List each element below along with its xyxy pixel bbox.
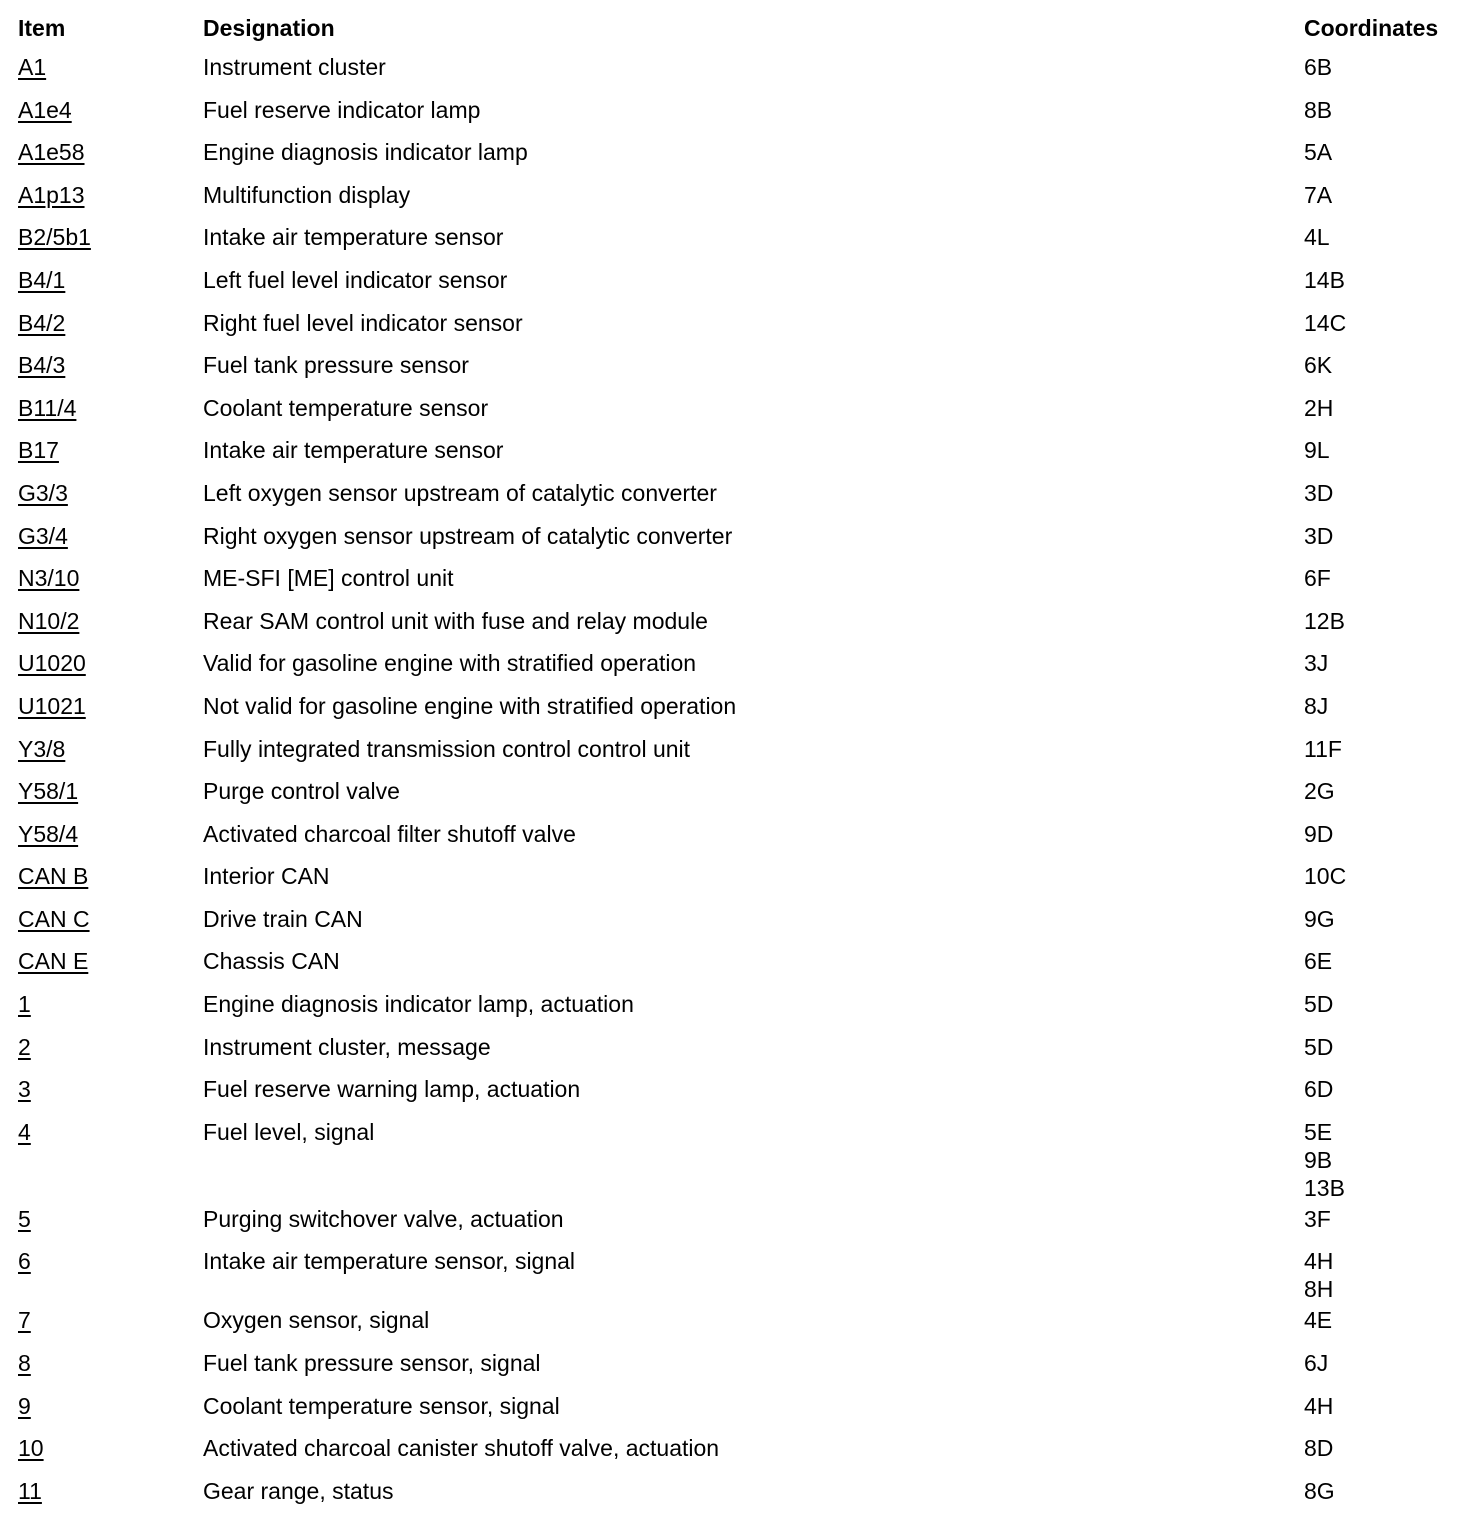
coordinate-value: 6D: [1304, 1076, 1334, 1103]
coordinate-value: 3F: [1304, 1205, 1331, 1232]
designation-cell: ME-SFI [ME] control unit: [203, 565, 454, 592]
item-cell: [18, 564, 203, 592]
table-row: [18, 93, 1458, 136]
table-row: [18, 476, 1458, 519]
table-row: [18, 433, 1458, 476]
coordinate-value: 2H: [1304, 394, 1334, 421]
legend-table: [18, 10, 1458, 1516]
coordinate-value: 7A: [1304, 181, 1333, 208]
coordinates-cell: [1304, 351, 1458, 379]
item-link[interactable]: CAN E: [18, 948, 89, 975]
coordinates-cell: [1304, 905, 1458, 933]
coordinates-cell: [1304, 947, 1458, 975]
designation-cell: Engine diagnosis indicator lamp, actuation: [203, 991, 634, 1018]
item-cell: [18, 138, 203, 166]
item-cell: [18, 53, 203, 81]
item-link[interactable]: 6: [18, 1248, 31, 1275]
coordinate-value: 3D: [1304, 479, 1334, 506]
coordinates-cell: [1304, 1434, 1458, 1462]
table-row: [18, 817, 1458, 860]
item-link[interactable]: Y58/4: [18, 820, 79, 847]
table-row: [18, 50, 1458, 93]
table-row: [18, 902, 1458, 945]
coordinates-cell: [1304, 862, 1458, 890]
coordinate-value: 2G: [1304, 778, 1335, 805]
table-row: [18, 1303, 1458, 1346]
table-row: [18, 689, 1458, 732]
item-cell: [18, 735, 203, 763]
coordinates-cell: [1304, 223, 1458, 251]
designation-cell: Fully integrated transmission control control unit: [203, 735, 691, 762]
coordinate-value: 5D: [1304, 1033, 1334, 1060]
coordinates-cell: [1304, 607, 1458, 635]
coordinates-cell: [1304, 436, 1458, 464]
coordinates-cell: [1304, 1349, 1458, 1377]
designation-cell: Interior CAN: [203, 863, 330, 890]
designation-cell: Activated charcoal canister shutoff valve, actuation: [203, 1435, 720, 1462]
coordinates-cell: [1304, 990, 1458, 1018]
item-link[interactable]: N10/2: [18, 607, 80, 634]
table-row: [18, 646, 1458, 689]
coordinates-cell: [1304, 479, 1458, 507]
designation-cell: Fuel level, signal: [203, 1118, 375, 1145]
coordinate-value: 11F: [1304, 735, 1342, 762]
item-cell: [18, 1205, 203, 1233]
item-cell: [18, 1477, 203, 1505]
designation-cell: Instrument cluster, message: [203, 1033, 491, 1060]
item-link[interactable]: Y58/1: [18, 778, 79, 805]
coordinates-cell: [1304, 649, 1458, 677]
item-link[interactable]: B17: [18, 437, 59, 464]
item-cell: [18, 692, 203, 720]
item-link[interactable]: A1: [18, 54, 47, 80]
item-link[interactable]: N3/10: [18, 565, 80, 592]
designation-cell: Drive train CAN: [203, 905, 363, 932]
coordinates-cell: [1304, 522, 1458, 550]
coordinates-cell: [1304, 1033, 1458, 1061]
table-row: [18, 519, 1458, 562]
item-link[interactable]: A1e4: [18, 96, 72, 123]
coordinate-value: 9G: [1304, 905, 1335, 932]
coordinate-value: 3J: [1304, 650, 1329, 677]
table-header: [18, 10, 1458, 50]
table-row: [18, 1072, 1458, 1115]
designation-cell: Intake air temperature sensor: [203, 224, 504, 251]
item-link[interactable]: 9: [18, 1392, 31, 1419]
designation-cell: Right fuel level indicator sensor: [203, 309, 523, 336]
coordinate-value: 9D: [1304, 820, 1334, 847]
item-cell: [18, 522, 203, 550]
designation-cell: Fuel tank pressure sensor: [203, 352, 469, 379]
item-link[interactable]: 7: [18, 1307, 31, 1334]
item-link[interactable]: A1p13: [18, 181, 85, 208]
item-cell: [18, 990, 203, 1018]
table-row: [18, 391, 1458, 434]
table-row: [18, 1431, 1458, 1474]
header-designation: Designation: [203, 15, 335, 41]
designation-cell: Left fuel level indicator sensor: [203, 266, 508, 293]
table-row: [18, 1389, 1458, 1432]
table-row: [18, 944, 1458, 987]
table-row: [18, 1244, 1458, 1303]
coordinates-cell: [1304, 1392, 1458, 1420]
coordinates-cell: [1304, 1075, 1458, 1103]
item-cell: [18, 309, 203, 337]
item-cell: [18, 351, 203, 379]
coordinate-value: 4E: [1304, 1307, 1333, 1334]
item-cell: [18, 777, 203, 805]
item-link[interactable]: B11/4: [18, 394, 77, 421]
coordinate-value: 6J: [1304, 1350, 1329, 1377]
item-cell: [18, 266, 203, 294]
coordinate-value: 8J: [1304, 692, 1329, 719]
table-row: [18, 178, 1458, 221]
coordinate-value: 8D: [1304, 1435, 1334, 1462]
designation-cell: Engine diagnosis indicator lamp: [203, 139, 528, 166]
item-cell: [18, 479, 203, 507]
designation-cell: Right oxygen sensor upstream of catalytic converter: [203, 522, 733, 549]
table-row: [18, 987, 1458, 1030]
designation-cell: Activated charcoal filter shutoff valve: [203, 820, 576, 847]
designation-cell: Instrument cluster: [203, 54, 386, 80]
coordinate-value: 4H: [1304, 1392, 1334, 1419]
coordinate-value: 4L: [1304, 224, 1330, 251]
table-body: [18, 50, 1458, 1516]
coordinates-cell: [1304, 1205, 1458, 1233]
item-link[interactable]: A1e58: [18, 139, 85, 166]
header-item: Item: [18, 15, 66, 41]
table-row: [18, 1474, 1458, 1517]
coordinates-cell: [1304, 820, 1458, 848]
coordinates-cell: [1304, 777, 1458, 805]
designation-cell: Intake air temperature sensor: [203, 437, 504, 464]
table-row: [18, 859, 1458, 902]
item-link[interactable]: 4: [18, 1118, 31, 1145]
item-cell: [18, 947, 203, 975]
designation-cell: Fuel reserve warning lamp, actuation: [203, 1076, 581, 1103]
coordinates-cell: [1304, 309, 1458, 337]
table-row: [18, 732, 1458, 775]
coordinate-value: 8H: [1304, 1276, 1334, 1303]
item-cell: [18, 181, 203, 209]
item-link[interactable]: B4/2: [18, 309, 66, 336]
item-link[interactable]: U1021: [18, 692, 86, 719]
item-cell: [18, 905, 203, 933]
item-link[interactable]: CAN B: [18, 863, 89, 890]
item-link[interactable]: 1: [18, 991, 31, 1018]
designation-cell: Fuel tank pressure sensor, signal: [203, 1350, 541, 1377]
coordinate-value: 6E: [1304, 948, 1333, 975]
item-link[interactable]: 10: [18, 1435, 44, 1462]
coordinates-cell: [1304, 181, 1458, 209]
item-cell: [18, 1118, 203, 1146]
table-row: [18, 774, 1458, 817]
coordinate-value: 3D: [1304, 522, 1334, 549]
coordinate-value: 6F: [1304, 565, 1331, 592]
designation-cell: Multifunction display: [203, 181, 411, 208]
coordinates-cell: [1304, 53, 1458, 81]
item-link[interactable]: Y3/8: [18, 735, 66, 762]
table-row: [18, 561, 1458, 604]
designation-cell: Intake air temperature sensor, signal: [203, 1248, 576, 1275]
item-link[interactable]: 5: [18, 1205, 31, 1232]
item-cell: [18, 1306, 203, 1334]
table-row: [18, 1030, 1458, 1073]
table-row: [18, 1202, 1458, 1245]
item-cell: [18, 820, 203, 848]
item-link[interactable]: CAN C: [18, 905, 90, 932]
coordinate-value: 8G: [1304, 1477, 1335, 1504]
coordinates-cell: [1304, 1118, 1458, 1202]
item-cell: [18, 96, 203, 124]
item-cell: [18, 223, 203, 251]
item-link[interactable]: G3/3: [18, 479, 68, 506]
designation-cell: Gear range, status: [203, 1477, 394, 1504]
coordinate-value: 14B: [1304, 266, 1345, 293]
coordinate-value: 6K: [1304, 352, 1333, 379]
designation-cell: Rear SAM control unit with fuse and relay module: [203, 607, 708, 634]
item-link[interactable]: B4/3: [18, 352, 66, 379]
item-cell: [18, 1434, 203, 1462]
coordinate-value: 5D: [1304, 991, 1334, 1018]
item-link[interactable]: U1020: [18, 650, 86, 677]
item-cell: [18, 1392, 203, 1420]
designation-cell: Purging switchover valve, actuation: [203, 1205, 564, 1232]
item-link[interactable]: 2: [18, 1033, 31, 1060]
table-row: [18, 306, 1458, 349]
coordinate-value: 6B: [1304, 54, 1333, 80]
item-link[interactable]: G3/4: [18, 522, 68, 549]
coordinate-value: 10C: [1304, 863, 1347, 890]
item-cell: [18, 607, 203, 635]
designation-cell: Valid for gasoline engine with stratified operation: [203, 650, 697, 677]
item-cell: [18, 1075, 203, 1103]
item-link[interactable]: 11: [18, 1477, 42, 1504]
designation-cell: Oxygen sensor, signal: [203, 1307, 430, 1334]
coordinates-cell: [1304, 692, 1458, 720]
item-link[interactable]: B2/5b1: [18, 224, 91, 251]
item-link[interactable]: 3: [18, 1076, 31, 1103]
coordinates-cell: [1304, 1477, 1458, 1505]
table-row: [18, 1346, 1458, 1389]
table-row: [18, 1115, 1458, 1202]
designation-cell: Coolant temperature sensor: [203, 394, 489, 421]
table-row: [18, 220, 1458, 263]
table-row: [18, 263, 1458, 306]
coordinate-value: 14C: [1304, 309, 1347, 336]
header-coordinates: Coordinates: [1304, 15, 1439, 41]
designation-cell: Left oxygen sensor upstream of catalytic converter: [203, 479, 717, 506]
coordinates-cell: [1304, 564, 1458, 592]
coordinates-cell: [1304, 735, 1458, 763]
coordinate-value: 13B: [1304, 1174, 1345, 1201]
coordinate-value: 9B: [1304, 1146, 1333, 1173]
designation-cell: Not valid for gasoline engine with stratified operation: [203, 692, 737, 719]
coordinate-value: 4H: [1304, 1248, 1334, 1275]
designation-cell: Fuel reserve indicator lamp: [203, 96, 481, 123]
coordinate-value: 5E: [1304, 1118, 1333, 1145]
designation-cell: Chassis CAN: [203, 948, 340, 975]
coordinates-cell: [1304, 1306, 1458, 1334]
coordinates-cell: [1304, 266, 1458, 294]
coordinates-cell: [1304, 96, 1458, 124]
item-cell: [18, 1247, 203, 1275]
item-cell: [18, 436, 203, 464]
coordinate-value: 12B: [1304, 607, 1345, 634]
item-cell: [18, 1349, 203, 1377]
item-cell: [18, 649, 203, 677]
table-row: [18, 604, 1458, 647]
designation-cell: Purge control valve: [203, 778, 400, 805]
coordinates-cell: [1304, 1247, 1458, 1303]
coordinates-cell: [1304, 394, 1458, 422]
coordinates-cell: [1304, 138, 1458, 166]
coordinate-value: 9L: [1304, 437, 1330, 464]
item-link[interactable]: B4/1: [18, 266, 66, 293]
item-cell: [18, 1033, 203, 1061]
item-cell: [18, 862, 203, 890]
table-row: [18, 348, 1458, 391]
item-link[interactable]: 8: [18, 1350, 31, 1377]
coordinate-value: 5A: [1304, 139, 1333, 166]
table-row: [18, 135, 1458, 178]
coordinate-value: 8B: [1304, 96, 1333, 123]
designation-cell: Coolant temperature sensor, signal: [203, 1392, 560, 1419]
item-cell: [18, 394, 203, 422]
